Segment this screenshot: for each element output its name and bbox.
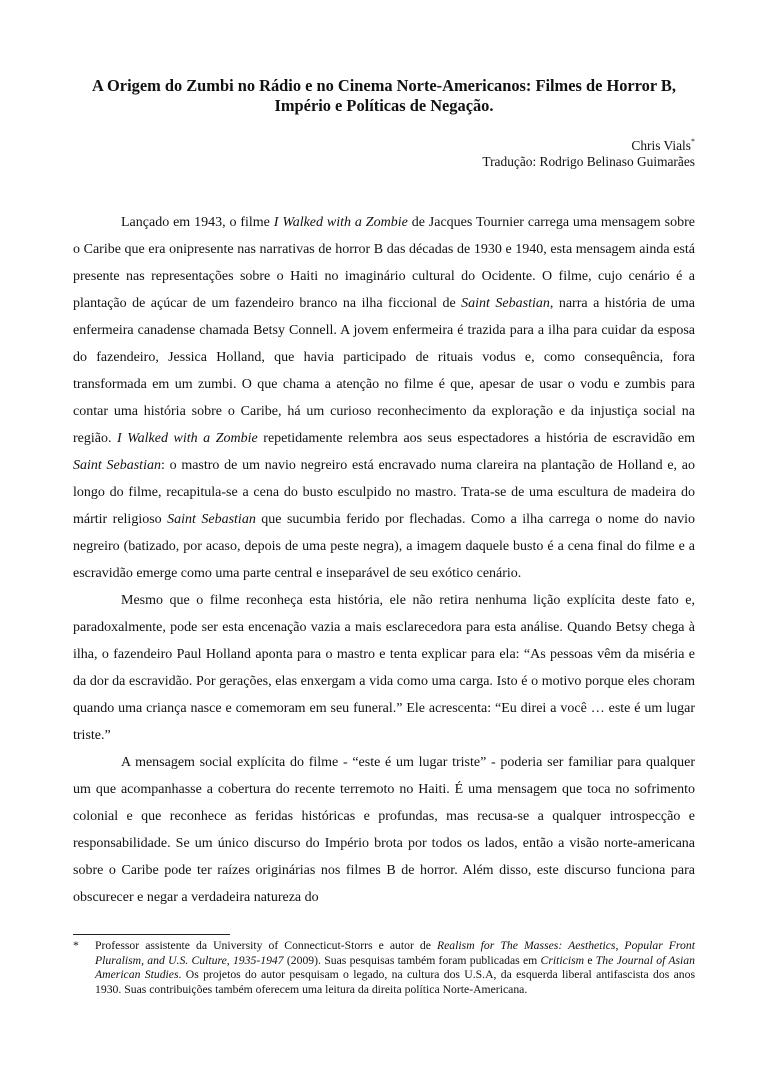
text-run: e bbox=[584, 953, 596, 967]
paragraph-2 bbox=[73, 587, 695, 749]
text-run: Professor assistente da University of Connecticut-Storrs e autor de bbox=[95, 939, 437, 952]
text-run: (2009). Suas pesquisas também foram publicadas em bbox=[283, 953, 541, 967]
footnote-text bbox=[95, 939, 695, 997]
text-run: . Os projetos do autor pesquisam o legado, na cultura dos U.S.A, da esquerda liberal antifascista dos anos 1930. Suas contribuições também oferecem uma leitura da direita política Norte-Americana. bbox=[95, 968, 695, 996]
italic-text-run: Saint Sebastian bbox=[167, 512, 256, 527]
author-name: Chris Vials bbox=[631, 138, 691, 153]
text-run: , narra a história de uma enfermeira canadense chamada Betsy Connell. A jovem enfermeira é trazida para a ilha para cuidar da esposa do fazendeiro, Jessica Holland, que havia participado de rituais vodus e, como consequência, fora transformada em um zumbi. O que chama a atenção no filme é que, apesar de usar o vodu e zumbis para contar uma história sobre o Caribe, há um curioso reconhecimento da exploração e da injustiça social na região. bbox=[73, 296, 695, 446]
footnote bbox=[73, 939, 695, 997]
paragraph-1 bbox=[73, 209, 695, 587]
italic-text-run: The Journal of Asian American Studies bbox=[95, 953, 695, 982]
footnote-separator bbox=[73, 934, 230, 935]
article-title: A Origem do Zumbi no Rádio e no Cinema Norte-Americanos: Filmes de Horror B, Império e Políticas de Negação. bbox=[92, 76, 676, 115]
paragraph-3 bbox=[73, 749, 695, 911]
italic-text-run: I Walked with a Zombie bbox=[273, 215, 408, 230]
translator-line: Tradução: Rodrigo Belinaso Guimarães bbox=[482, 154, 695, 169]
author-footnote-mark: * bbox=[691, 137, 695, 146]
text-run: de Jacques Tournier carrega uma mensagem sobre o Caribe que era onipresente nas narrativas de horror B das décadas de 1930 e 1940, esta mensagem ainda está presente nas representações sobre o Haiti no imaginário cultural do Ocidente. O filme, cujo cenário é a plantação de açúcar de um fazendeiro branco na ilha ficcional de bbox=[73, 215, 695, 311]
text-run: Mesmo que o filme reconheça esta história, ele não retira nenhuma lição explícita deste fato e, paradoxalmente, pode ser esta encenação vazia a mais esclarecedora para esta análise. Quando Betsy chega à ilha, o fazendeiro Paul Holland aponta para o mastro e tenta explicar para ela: “As pessoas vêm da miséria e da dor da escravidão. Por gerações, elas enxergam a vida como uma carga. Isto é o motivo porque eles choram quando uma criança nasce e comemoram em seu funeral.” Ele acrescenta: “Eu direi a você … este é um lugar triste.” bbox=[73, 593, 695, 743]
italic-text-run: Criticism bbox=[540, 953, 585, 967]
article-body bbox=[73, 209, 695, 911]
footnote-mark: * bbox=[73, 939, 79, 952]
italic-text-run: I Walked with a Zombie bbox=[117, 431, 258, 446]
author-line bbox=[631, 137, 695, 154]
italic-text-run: Saint Sebastian bbox=[73, 458, 161, 473]
text-run: que sucumbia ferido por flechadas. Como a ilha carrega o nome do navio negreiro (batizado, por acaso, depois de uma peste negra), a imagem daquele busto é a cena final do filme e a escravidão emerge como uma parte central e inseparável de seu exótico cenário. bbox=[73, 512, 695, 581]
text-run: repetidamente relembra aos seus espectadores a história de escravidão em bbox=[257, 431, 695, 446]
text-run: A mensagem social explícita do filme - “este é um lugar triste” - poderia ser familiar para qualquer um que acompanhasse a cobertura do recente terremoto no Haiti. É uma mensagem que toca no sofrimento colonial e que reconhece as feridas históricas e profundas, mas recusa-se a qualquer introspecção e responsabilidade. Se um único discurso do Império brota por todos os lados, então a visão norte-americana sobre o Caribe pode ter raízes originárias nos filmes B de horror. Além disso, este discurso funciona para obscurecer e negar a verdadeira natureza do bbox=[73, 755, 695, 905]
italic-text-run: Realism for The Masses: Aesthetics, Popular Front Pluralism, and U.S. Culture, 1935-1947 bbox=[95, 939, 695, 967]
text-run: Lançado em 1943, o filme bbox=[121, 215, 274, 230]
text-run: : o mastro de um navio negreiro está encravado numa clareira na plantação de Holland e, ao longo do filme, recapitula-se a cena do busto esculpido no mastro. Trata-se de uma escultura de madeira do mártir religioso bbox=[73, 458, 695, 527]
italic-text-run: Saint Sebastian bbox=[461, 296, 550, 311]
